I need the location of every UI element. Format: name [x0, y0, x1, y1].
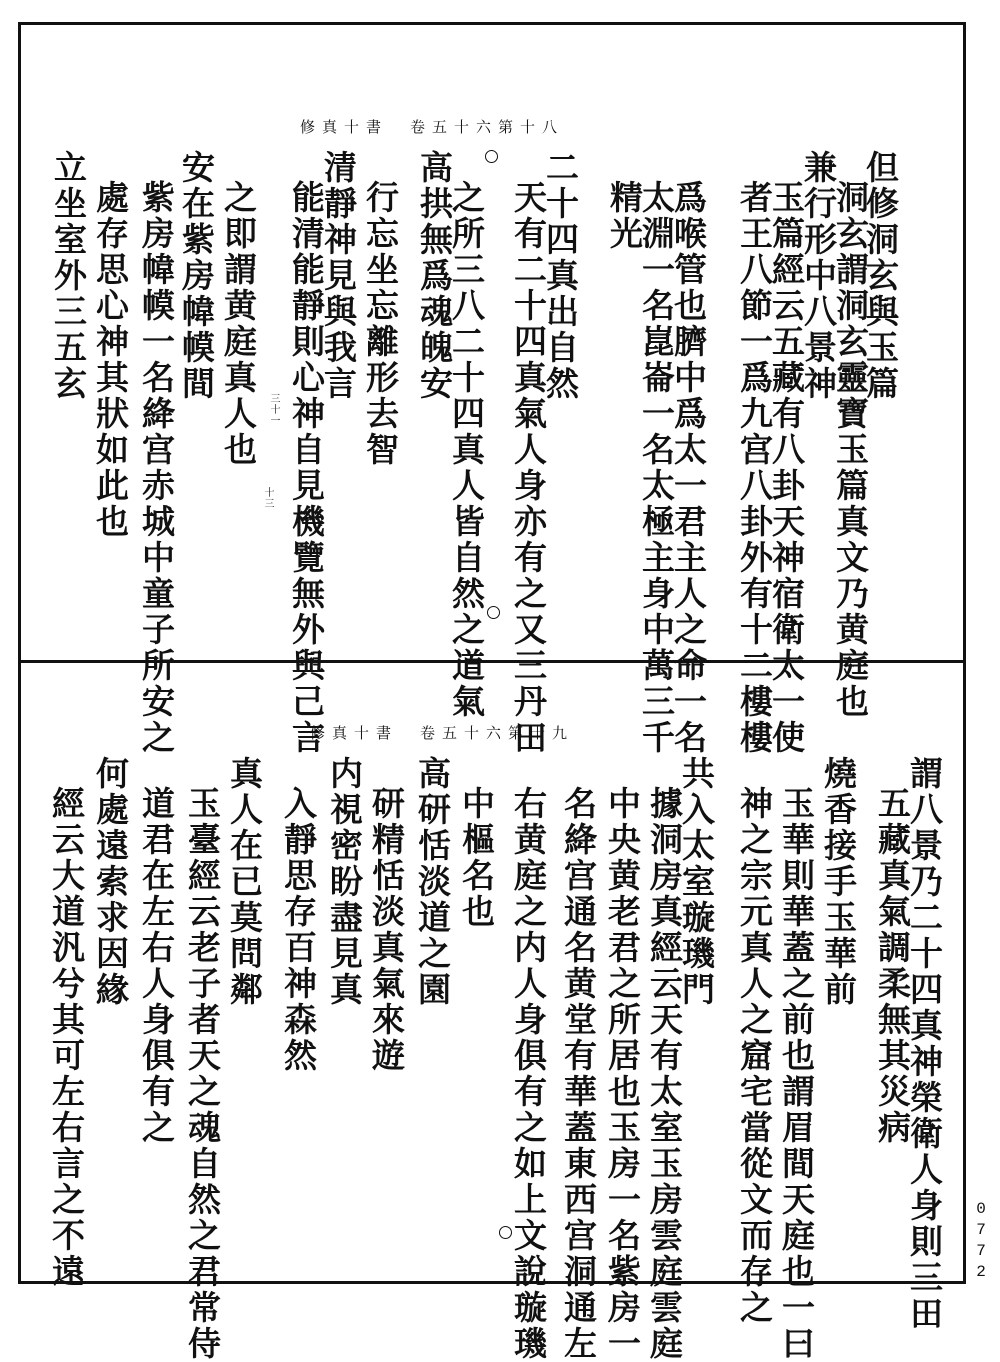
top-column-16: 之即謂黄庭真人也 [219, 180, 258, 468]
top-column-20: 立坐室外三五玄 [49, 150, 88, 402]
circle-mark [499, 1226, 512, 1239]
bottom-column-8: 中央黄老君之所居也玉房一名紫房一 [603, 786, 642, 1362]
bottom-column-20: 經云大道汎兮其可左右言之不遠 [47, 786, 86, 1290]
top-column-1: 但修洞玄與玉篇 [861, 150, 900, 402]
top-column-13: 行忘坐忘離形去智 [361, 180, 400, 468]
bottom-column-2: 五藏真氣調柔無其災病 [873, 786, 912, 1146]
top-column-4: 玉篇經云五藏有八卦天神宿衛太一使 [767, 180, 806, 756]
top-column-14: 清靜神見與我言 [319, 150, 358, 402]
top-column-17: 安在紫房幃幙間 [177, 150, 216, 402]
top-column-2: 洞玄謂洞玄靈寶玉篇真文乃黄庭也 [831, 180, 870, 720]
bottom-column-15: 入靜思存百神森然 [279, 786, 318, 1074]
bottom-column-17: 玉臺經云老子者天之魂自然之君常侍 [183, 786, 222, 1362]
top-column-7: 太淵一名崑崙一名太極主身中萬三千 [637, 180, 676, 756]
bottom-column-4: 玉華則華蓋之前也謂眉間天庭也一曰 [777, 786, 816, 1362]
top-column-9: 二十四真出自然 [541, 150, 580, 402]
bottom-column-9: 名絳宫通名黄堂有華蓋東西宫洞通左 [559, 786, 598, 1362]
bottom-column-5: 神之宗元真人之窟宅當從文而存之 [735, 786, 774, 1326]
bottom-column-12: 高研恬淡道之園 [413, 756, 452, 1008]
bottom-column-10: 右黄庭之内人身俱有之如上文說璇璣 [509, 786, 548, 1362]
bottom-column-19: 何處遠索求因緣 [91, 756, 130, 1008]
page-number: 0772 [972, 1200, 990, 1284]
circle-mark [485, 150, 498, 163]
top-column-10: 天有二十四真氣人身亦有之又三丹田 [509, 180, 548, 756]
top-column-18: 紫房幃幙一名絳宫赤城中童子所安之 [137, 180, 176, 756]
top-column-19: 處存思心神其狀如此也 [91, 180, 130, 540]
top-small-note-1: 三十一 [268, 393, 279, 426]
bottom-running-header: 修真十書 卷五十六第十九 [310, 724, 575, 742]
bottom-column-6: 共入太室璇璣門 [677, 756, 716, 1008]
bottom-column-7: 據洞房真經云天有太室玉房雲庭雲庭 [645, 786, 684, 1362]
bottom-column-14: 内視密盼盡見真 [325, 756, 364, 1008]
circle-mark [487, 606, 500, 619]
bottom-column-11: 中樞名也 [457, 786, 496, 930]
top-column-6: 爲喉管也臍中爲太一君主人之命一名 [669, 180, 708, 756]
bottom-column-13: 研精恬淡真氣來遊 [367, 786, 406, 1074]
bottom-column-1: 謂八景乃二十四真神榮衛人身則三田 [905, 756, 944, 1332]
top-column-3: 兼行形中八景神 [799, 150, 838, 402]
top-column-8: 精光 [605, 180, 644, 252]
top-small-note-2: 十三 [262, 487, 273, 509]
top-column-11: 之所三八二十四真人皆自然之道氣 [447, 180, 486, 720]
top-running-header: 修真十書 卷五十六第十八 [300, 118, 565, 136]
bottom-column-16: 真人在已莫問鄰 [225, 756, 264, 1008]
top-column-5: 者王八節一爲九宫八卦外有十二樓樓 [735, 180, 774, 756]
bottom-column-18: 道君在左右人身俱有之 [137, 786, 176, 1146]
top-column-12: 高拱無爲魂魄安 [415, 150, 454, 402]
top-column-15: 能清能靜則心神自見機覽無外與己言 [287, 180, 326, 756]
bottom-column-3: 燒香接手玉華前 [819, 756, 858, 1008]
